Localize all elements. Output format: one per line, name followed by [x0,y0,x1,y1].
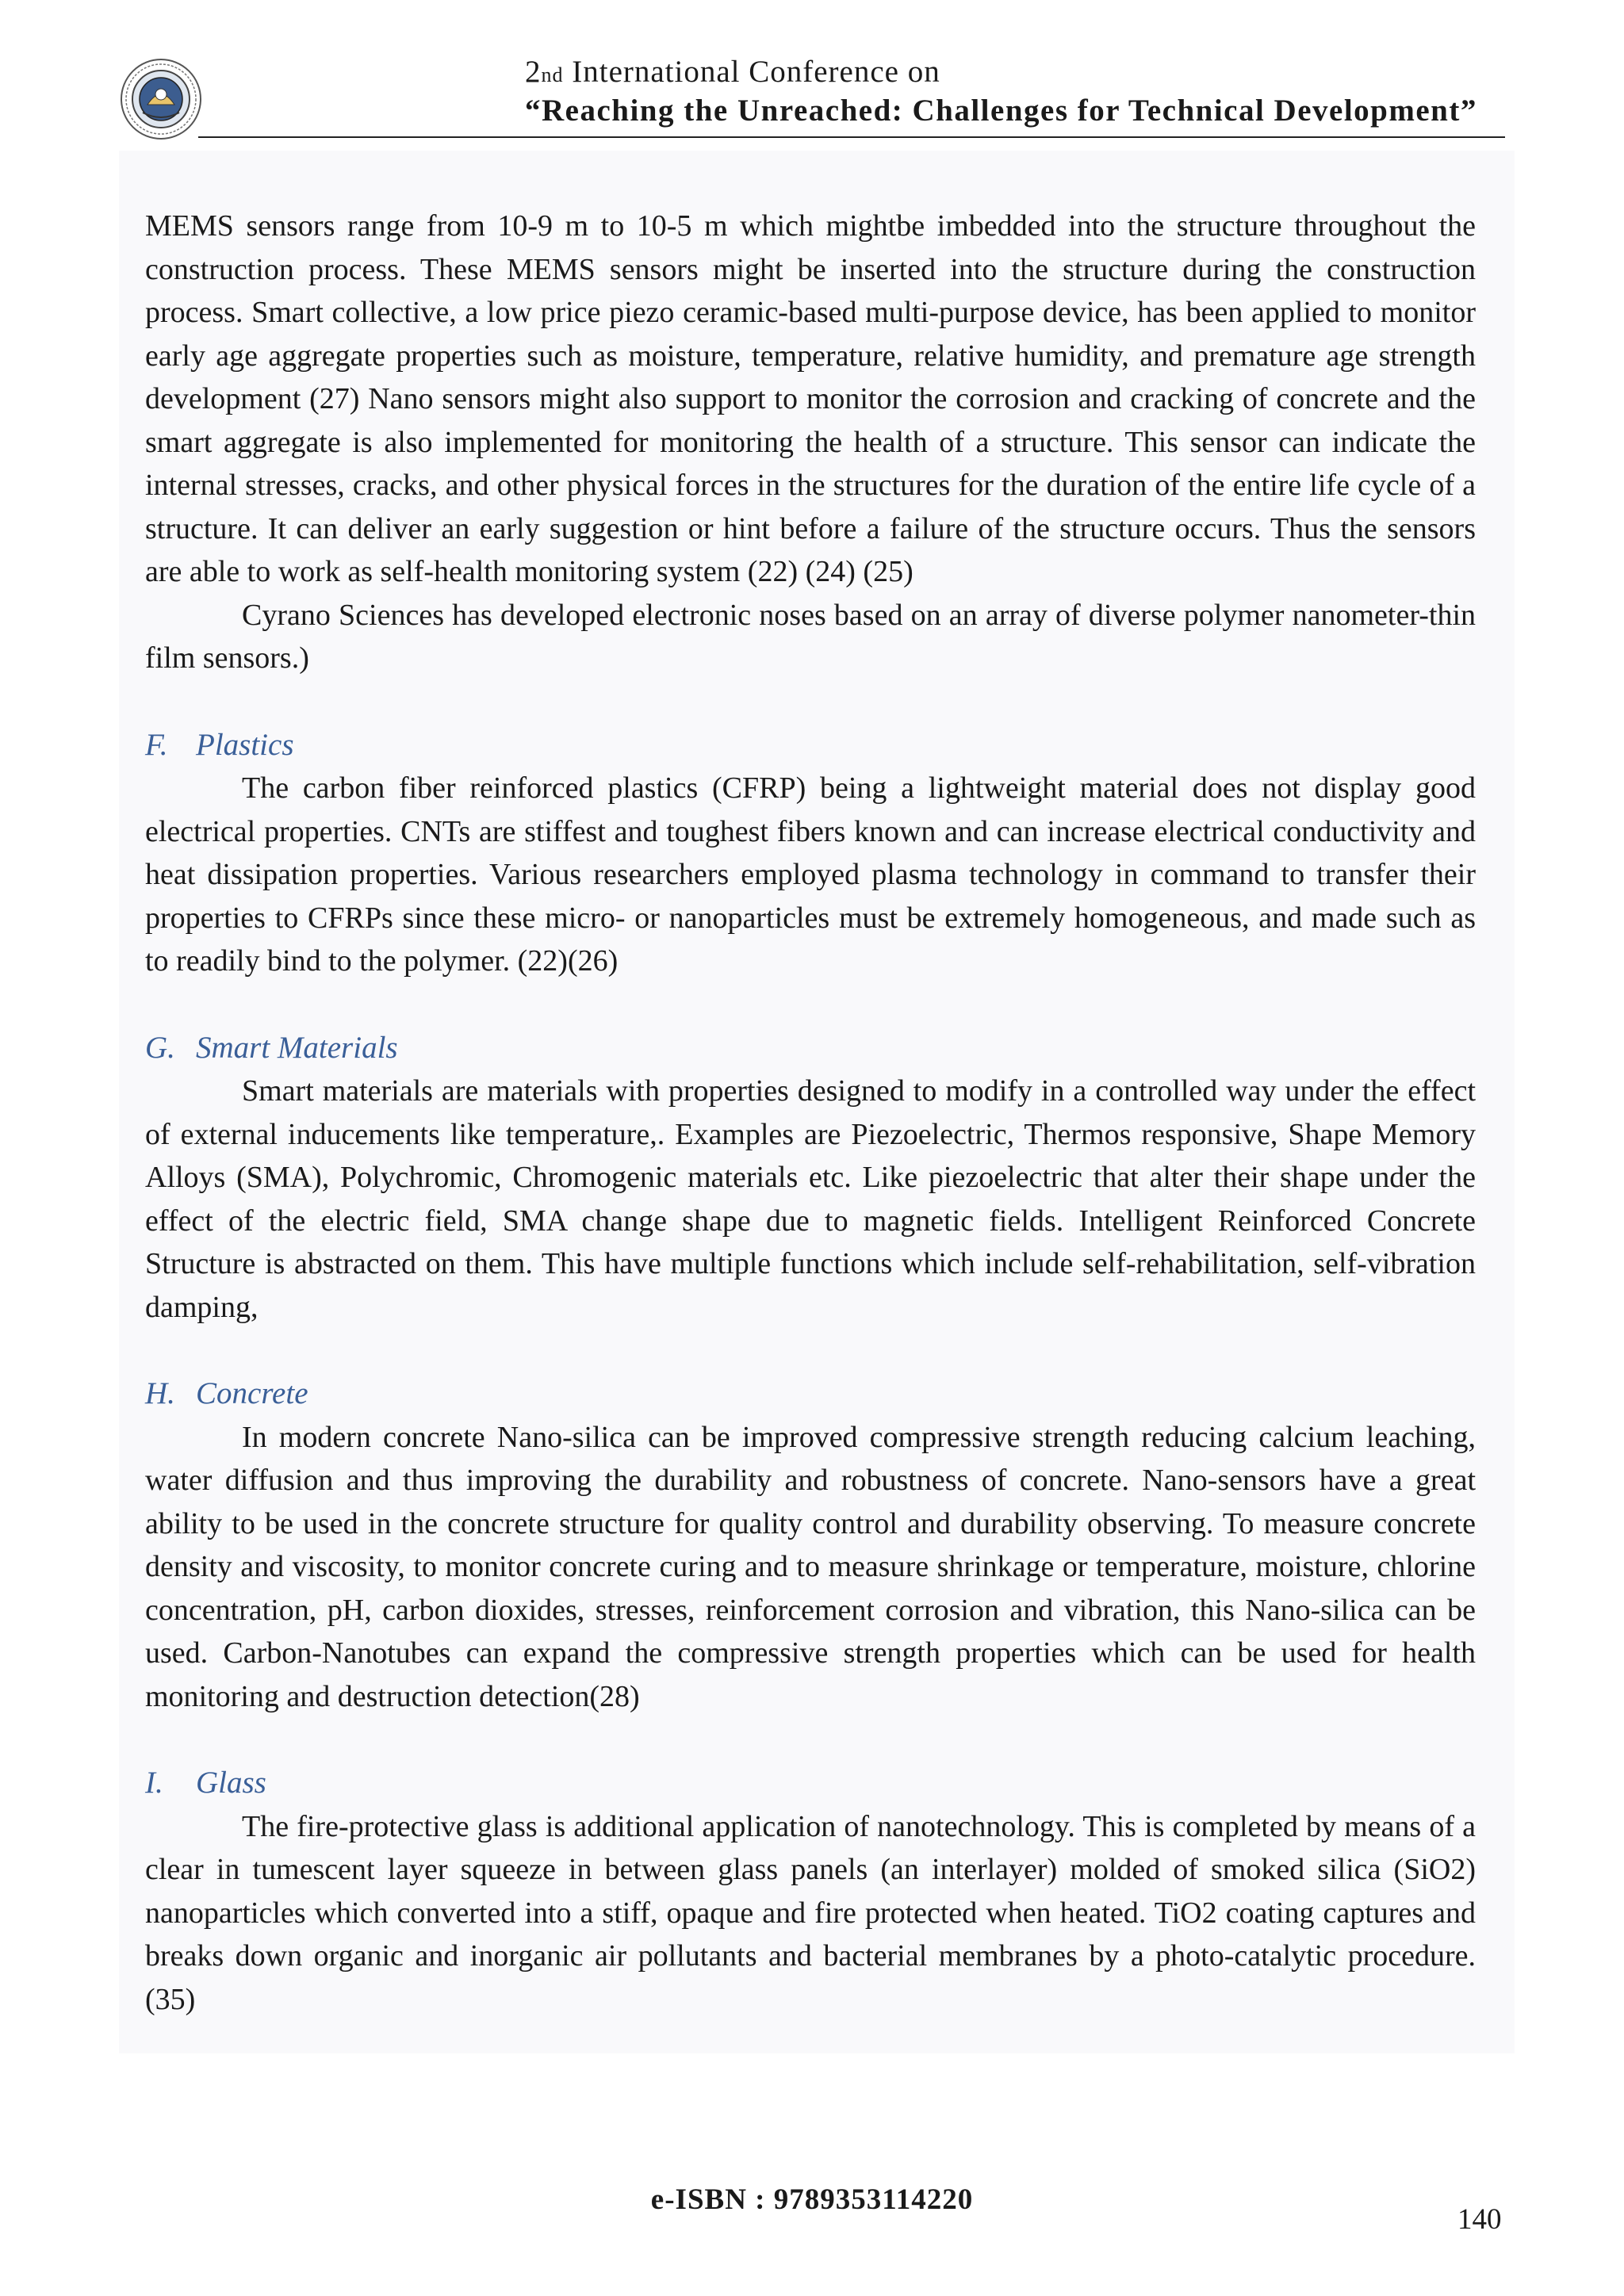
page-body [145,205,1476,2021]
page-header [198,48,1505,138]
section-letter: H. [145,1376,175,1410]
section-letter: G. [145,1030,175,1065]
section-title: Plastics [196,727,294,762]
page-number: 140 [1457,2203,1502,2236]
section-title: Smart Materials [196,1030,398,1065]
intro-paragraph-1: MEMS sensors range from 10-9 m to 10-5 m which mightbe imbedded into the structure throughout the construction process. These MEMS sensors might be inserted into the structure during the construction process. Smart collective, a low price piezo ceramic-based multi-purpose device, has been applied to monitor early age aggregate properties such as moisture, temperature, relative humidity, and premature age strength development (27) Nano sensors might also support to monitor the corrosion and cracking of concrete and the smart aggregate is also implemented for monitoring the health of a structure. This sensor can indicate the internal stresses, cracks, and other physical forces in the structures for the duration of the entire life cycle of a structure. It can deliver an early suggestion or hint before a failure of the structure occurs. Thus the sensors are able to work as self-health monitoring system (22) (24) (25) [145,209,1476,588]
section-body-plastics: The carbon fiber reinforced plastics (CFRP) being a lightweight material does not display good electrical properties. CNTs are stiffest and toughest fibers known and can increase electrical conductivity and heat dissipation properties. Various researchers employed plasma technology in command to transfer their properties to CFRPs since these micro- or nanoparticles must be extremely homogeneous, and made such as to readily bind to the polymer. (22)(26) [145,771,1476,978]
section-heading-glass [145,1762,1476,1805]
conference-ordinal-number: 2 [525,55,542,89]
section-body-glass: The fire-protective glass is additional application of nanotechnology. This is completed by means of a clear in tumescent layer squeeze in between glass panels (an interlayer) molded of smoked silica (SiO2) nanoparticles which converted into a stiff, opaque and fire protected when heated. TiO2 coating captures and breaks down organic and inorganic air pollutants and bacterial membranes by a photo-catalytic procedure. (35) [145,1809,1476,2016]
section-letter: I. [145,1766,163,1800]
section-heading-smart-materials [145,1027,1476,1070]
conference-edition [525,54,940,90]
section-body-smart-materials: Smart materials are materials with properties designed to modify in a controlled way under the effect of external inducements like temperature,. Examples are Piezoelectric, Thermos responsive, Shape Memory Alloys (SMA), Polychromic, Chromogenic materials etc. Like piezoelectric that alter their shape under the effect of the electric field, SMA change shape due to magnetic fields. Intelligent Reinforced Concrete Structure is abstracted on them. This have multiple functions which include self-rehabilitation, self-vibration damping, [145,1074,1476,1324]
conference-theme: “Reaching the Unreached: Challenges for Technical Development” [525,94,1477,128]
section-heading-concrete [145,1372,1476,1416]
conference-ordinal-suffix: nd [541,63,564,86]
section-title: Glass [196,1766,266,1800]
intro-paragraph-2: Cyrano Sciences has developed electronic noses based on an array of diverse polymer nanometer-thin film sensors.) [145,598,1476,675]
conference-seal-icon [119,57,203,141]
section-title: Concrete [196,1376,308,1410]
footer-isbn: e-ISBN : 9789353114220 [650,2183,974,2216]
conference-name: International Conference on [563,55,940,89]
section-body-concrete: In modern concrete Nano-silica can be improved compressive strength reducing calcium leaching, water diffusion and thus improving the durability and robustness of concrete. Nano-sensors have a great ability to be used in the concrete structure for quality control and durability observing. To measure concrete density and viscosity, to monitor concrete curing and to measure shrinkage or temperature, moisture, chlorine concentration, pH, carbon dioxides, stresses, reinforcement corrosion and vibration, this Nano-silica can be used. Carbon-Nanotubes can expand the compressive strength properties which can be used for health monitoring and destruction detection(28) [145,1420,1476,1713]
section-letter: F. [145,727,168,762]
section-heading-plastics [145,724,1476,767]
